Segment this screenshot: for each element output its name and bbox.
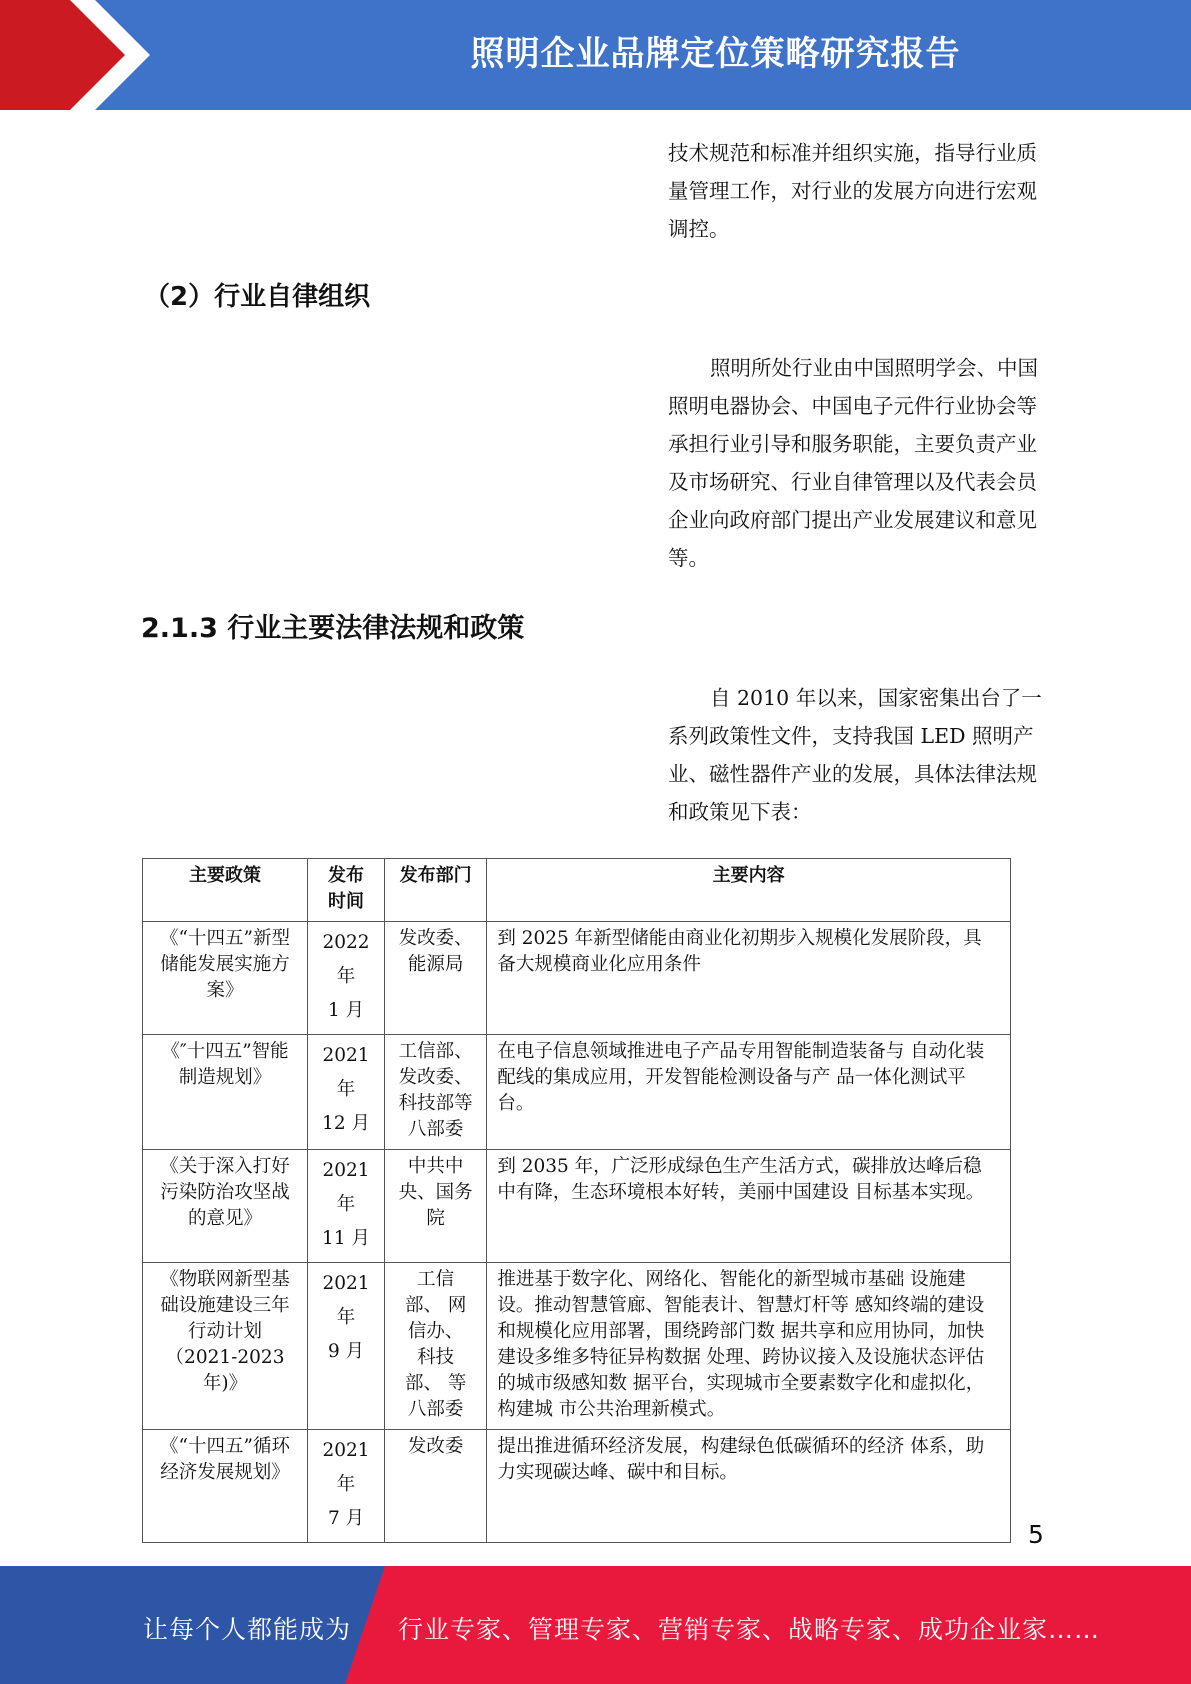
cell-content: 到 2025 年新型储能由商业化初期步入规模化发展阶段，具备大规模商业化应用条件 [487, 922, 1011, 1035]
cell-date: 2021 年 11 月 [308, 1150, 385, 1263]
cell-policy: 《物联网新型基础设施建设三年行动计划（2021-2023 年)》 [143, 1263, 308, 1430]
paragraph-line: 照明所处行业由中国照明学会、中国 [710, 356, 1038, 380]
header-policy: 主要政策 [143, 859, 308, 922]
cell-date: 2021 年 7 月 [308, 1430, 385, 1543]
table-row [143, 1150, 1011, 1263]
paragraph-line: 自 2010 年以来，国家密集出台了一 [710, 686, 1042, 710]
cell-dept: 工信部、 发改委、 科技部等 八部委 [385, 1035, 487, 1150]
header-date: 发布 时间 [308, 859, 385, 922]
paragraph-line: 及市场研究、行业自律管理以及代表会员 [668, 470, 1037, 494]
section-heading: 2.1.3 行业主要法律法规和政策 [141, 613, 525, 644]
cell-date: 2021 年 12 月 [308, 1035, 385, 1150]
footer-slogan-right: 行业专家、管理专家、营销专家、战略专家、成功企业家…… [398, 1615, 1101, 1644]
paragraph-line: 承担行业引导和服务职能，主要负责产业 [668, 432, 1037, 456]
cell-date: 2022 年 1 月 [308, 922, 385, 1035]
cell-policy: 《“十四五”新型储能发展实施方案》 [143, 922, 308, 1035]
paragraph-line: 企业向政府部门提出产业发展建议和意见 [668, 508, 1037, 532]
cell-policy: 《″十四五”智能制造规划》 [143, 1035, 308, 1150]
table-row [143, 1263, 1011, 1430]
header-dept: 发布部门 [385, 859, 487, 922]
paragraph-line: 业、磁性器件产业的发展，具体法律法规 [668, 762, 1037, 786]
paragraph-line: 等。 [668, 546, 709, 570]
paragraph-line: 系列政策性文件，支持我国 LED 照明产 [668, 724, 1034, 748]
page-number: 5 [1028, 1520, 1044, 1549]
footer-banner [0, 1566, 1191, 1684]
cell-content: 在电子信息领域推进电子产品专用智能制造装备与 自动化装配线的集成应用，开发智能检测设备与产 品一体化测试平台。 [487, 1035, 1011, 1150]
table-row [143, 922, 1011, 1035]
paragraph-line: 技术规范和标准并组织实施，指导行业质 [668, 141, 1037, 165]
subsection-heading: （2）行业自律组织 [144, 282, 371, 312]
paragraph-self-regulation [668, 349, 1054, 577]
cell-content: 推进基于数字化、网络化、智能化的新型城市基础 设施建设。推动智慧管廊、智能表计、智慧灯杆等 感知终端的建设和规模化应用部署，围绕跨部门数 据共享和应用协同，加快建设多维多特征异构数据 处理、跨协议接入及设施状态评估的城市级感知数 据平台，实现城市全要素数字化和虚拟化，构建城 市公共治理新模式。 [487, 1263, 1011, 1430]
header-banner [0, 0, 1191, 110]
cell-policy: 《“十四五”循环经济发展规划》 [143, 1430, 308, 1543]
policy-table [142, 858, 1011, 1543]
table-row [143, 1430, 1011, 1543]
cell-date: 2021 年 9 月 [308, 1263, 385, 1430]
cell-content: 到 2035 年，广泛形成绿色生产生活方式，碳排放达峰后稳中有降，生态环境根本好转，美丽中国建设 目标基本实现。 [487, 1150, 1011, 1263]
table-header-row [143, 859, 1011, 922]
paragraph-top [668, 134, 1054, 248]
paragraph-laws [668, 679, 1054, 831]
cell-policy: 《关于深入打好污染防治攻坚战的意见》 [143, 1150, 308, 1263]
cell-dept: 工信 部、 网 信办、 科技 部、 等 八部委 [385, 1263, 487, 1430]
cell-dept: 发改委、 能源局 [385, 922, 487, 1035]
report-title: 照明企业品牌定位策略研究报告 [470, 34, 961, 74]
paragraph-line: 和政策见下表： [668, 800, 812, 824]
cell-content: 提出推进循环经济发展，构建绿色低碳循环的经济 体系，助力实现碳达峰、碳中和目标。 [487, 1430, 1011, 1543]
paragraph-line: 量管理工作，对行业的发展方向进行宏观 [668, 179, 1037, 203]
table-row [143, 1035, 1011, 1150]
cell-dept: 发改委 [385, 1430, 487, 1543]
header-content: 主要内容 [487, 859, 1011, 922]
paragraph-line: 照明电器协会、中国电子元件行业协会等 [668, 394, 1037, 418]
paragraph-line: 调控。 [668, 217, 730, 241]
cell-dept: 中共中 央、国务 院 [385, 1150, 487, 1263]
footer-slogan-left: 让每个人都能成为 [143, 1615, 352, 1644]
